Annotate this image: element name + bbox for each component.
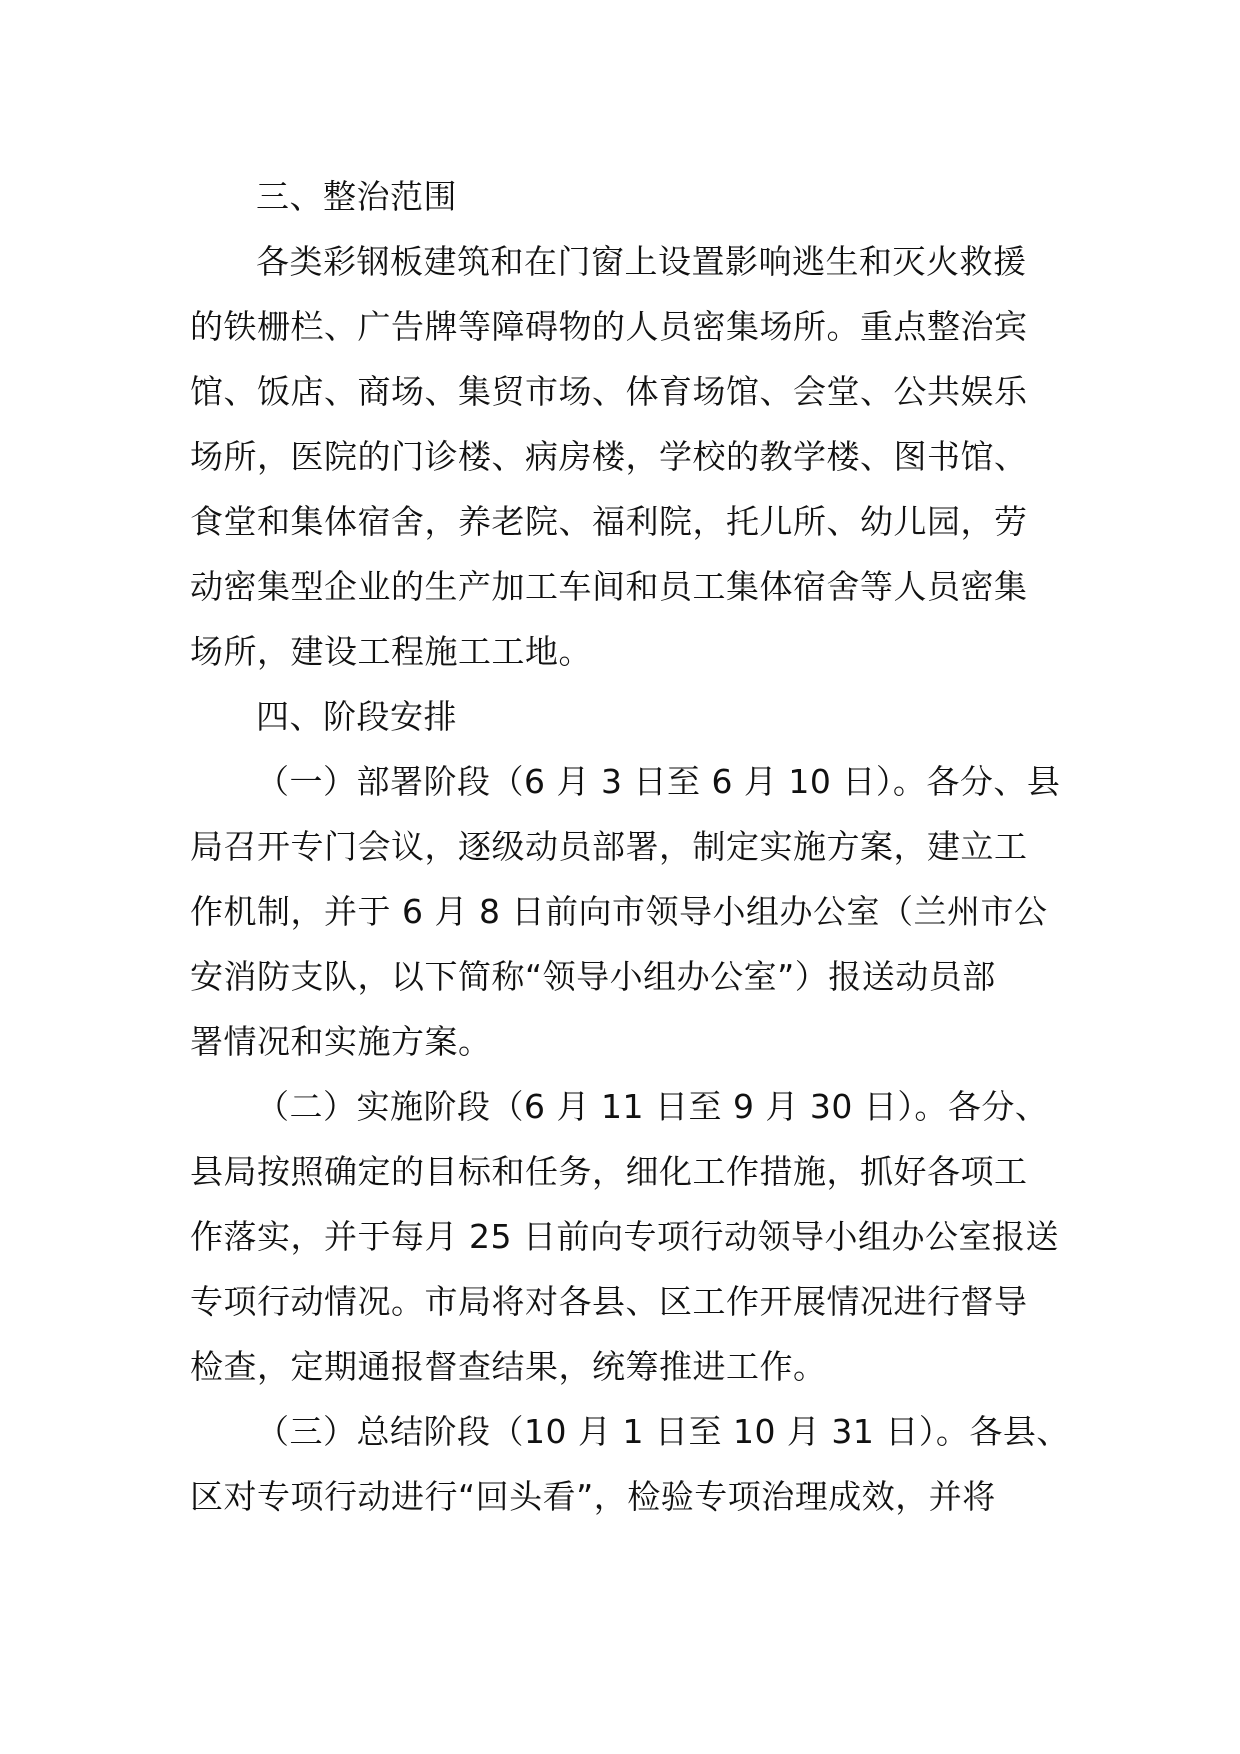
paragraph-line: （三）总结阶段（10 月 1 日至 10 月 31 日）。各县、 (256, 1412, 1070, 1451)
paragraph-line: 安消防支队，以下简称“领导小组办公室”）报送动员部 (190, 957, 996, 996)
paragraph-line: 检查，定期通报督查结果，统筹推进工作。 (190, 1347, 827, 1386)
paragraph-line: 局召开专门会议，逐级动员部署，制定实施方案，建立工 (190, 827, 1028, 866)
paragraph-line: 的铁栅栏、广告牌等障碍物的人员密集场所。重点整治宾 (190, 307, 1028, 346)
paragraph-line: 场所，医院的门诊楼、病房楼，学校的教学楼、图书馆、 (190, 437, 1028, 476)
paragraph-line: 动密集型企业的生产加工车间和员工集体宿舍等人员密集 (190, 567, 1028, 606)
paragraph-line: 食堂和集体宿舍，养老院、福利院，托儿所、幼儿园，劳 (190, 502, 1028, 541)
paragraph-line: 县局按照确定的目标和任务，细化工作措施，抓好各项工 (190, 1152, 1028, 1191)
paragraph-line: 馆、饭店、商场、集贸市场、体育场馆、会堂、公共娱乐 (190, 372, 1028, 411)
paragraph-line: 作落实，并于每月 25 日前向专项行动领导小组办公室报送 (190, 1217, 1059, 1256)
paragraph-line: 场所，建设工程施工工地。 (190, 632, 592, 671)
section-heading-scope: 三、整治范围 (256, 177, 457, 216)
paragraph-line: 区对专项行动进行“回头看”，检验专项治理成效，并将 (190, 1477, 996, 1516)
paragraph-line: 署情况和实施方案。 (190, 1022, 492, 1061)
paragraph-line: 各类彩钢板建筑和在门窗上设置影响逃生和灭火救援 (256, 242, 1027, 281)
section-heading-schedule: 四、阶段安排 (256, 697, 457, 736)
paragraph-line: （二）实施阶段（6 月 11 日至 9 月 30 日）。各分、 (256, 1087, 1049, 1126)
paragraph-line: 专项行动情况。市局将对各县、区工作开展情况进行督导 (190, 1282, 1028, 1321)
paragraph-line: （一）部署阶段（6 月 3 日至 6 月 10 日）。各分、县 (256, 762, 1061, 801)
paragraph-line: 作机制，并于 6 月 8 日前向市领导小组办公室（兰州市公 (190, 892, 1048, 931)
